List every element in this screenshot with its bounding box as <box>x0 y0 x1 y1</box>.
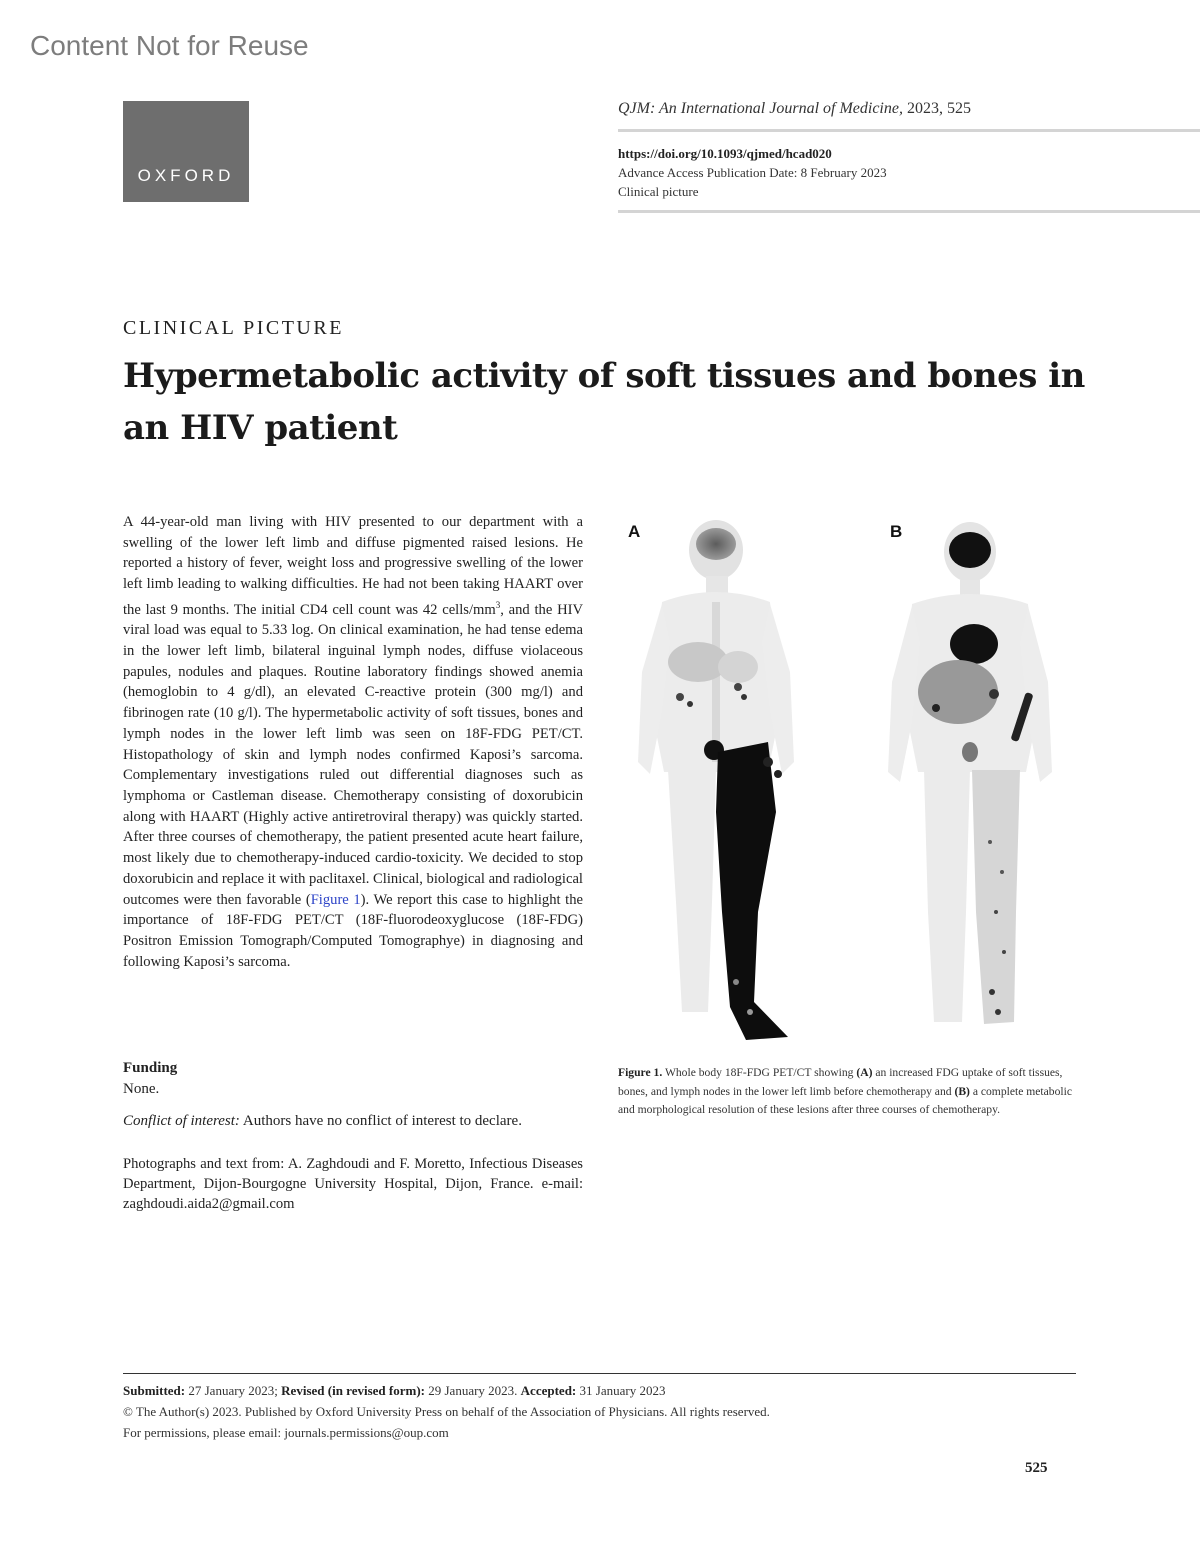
journal-name: QJM: An International Journal of Medicine, <box>618 100 903 117</box>
submitted-label: Submitted: <box>123 1383 186 1398</box>
body-text-part: A 44-year-old man living with HIV presented to our department with a swelling of the lower left limb and diffuse pigmented raised lesions. He reported a history of fever, weight loss and progressive swelling of the lower left limb leading to walking difficulties. He had not been taking HAART over the last 9 months. The initial CD4 cell count was 42 cells/mm <box>123 514 583 618</box>
watermark: Content Not for Reuse <box>30 30 309 61</box>
caption-label: Figure 1. <box>618 1066 663 1079</box>
footer-divider <box>123 1373 1076 1374</box>
figure-caption <box>618 1064 1078 1120</box>
accepted-date: 31 January 2023 <box>579 1383 666 1398</box>
footer <box>123 1380 770 1443</box>
header-divider-bottom <box>618 210 1200 213</box>
doi-link[interactable]: https://doi.org/10.1093/qjmed/hcad020 <box>618 146 832 161</box>
pet-scan-panel-b <box>870 512 1080 1052</box>
caption-text: Whole body 18F-FDG PET/CT showing <box>664 1066 857 1079</box>
body-text-part: ). We report this case to highlight the importance of 18F-FDG PET/CT (18F-fluorodeoxyglucose (18F-FDG) Positron Emission Tomograph/Computed Tomographye) in diagnosing and following Kaposi’s sarcoma. <box>123 891 583 970</box>
figure-1-link[interactable]: Figure 1 <box>310 891 361 908</box>
journal-citation <box>618 100 971 118</box>
author-credits: Photographs and text from: A. Zaghdoudi and F. Moretto, Infectious Diseases Department, Dijon-Bourgogne University Hospital, Dijon, France. e-mail: zaghdoudi.aida2@gmail.com <box>123 1156 583 1212</box>
page-number: 525 <box>1025 1460 1048 1476</box>
pet-scan-panel-a <box>618 512 848 1052</box>
logo-text: OXFORD <box>137 166 235 185</box>
caption-panel-b-ref: (B) <box>954 1084 970 1098</box>
conflict-text: Authors have no conflict of interest to declare. <box>242 1113 522 1129</box>
conflict-label: Conflict of interest: <box>123 1113 240 1129</box>
article-meta <box>618 144 887 201</box>
article-title: Hypermetabolic activity of soft tissues and bones in an HIV patient <box>123 356 1085 448</box>
article-body <box>123 512 583 972</box>
caption-text: a complete metabolic and morphological resolution of these lesions after three courses of chemotherapy. <box>618 1084 1072 1116</box>
oxford-logo <box>123 101 249 202</box>
section-label: CLINICAL PICTURE <box>123 317 344 339</box>
caption-panel-a-ref: (A) <box>856 1066 873 1079</box>
conflict-of-interest <box>123 1113 522 1130</box>
revised-label: Revised (in revised form): <box>281 1383 425 1398</box>
copyright: © The Author(s) 2023. Published by Oxford University Press on behalf of the Association of Physicians. All rights reserved. <box>123 1404 770 1419</box>
accepted-label: Accepted: <box>520 1383 577 1398</box>
revised-date: 29 January 2023. <box>428 1383 518 1398</box>
caption-text: an increased FDG uptake of soft tissues, bones, and lymph nodes in the lower left limb before chemotherapy and <box>618 1066 1063 1098</box>
submitted-date: 27 January 2023; <box>188 1383 278 1398</box>
body-superscript: 3 <box>495 599 501 610</box>
panel-label-b: B <box>890 522 903 541</box>
permissions: For permissions, please email: journals.permissions@oup.com <box>123 1425 449 1440</box>
article-type: Clinical picture <box>618 184 699 199</box>
panel-label-a: A <box>628 522 641 541</box>
advance-access-date: Advance Access Publication Date: 8 February 2023 <box>618 165 887 180</box>
header-divider-top <box>618 129 1200 132</box>
journal-year-page: 2023, 525 <box>906 100 971 117</box>
figure-1 <box>618 512 1078 1052</box>
funding-heading: Funding <box>123 1060 178 1076</box>
body-text-part: , and the HIV viral load was equal to 5.33 log. On clinical examination, he had tense edema in the lower left limb, bilateral inguinal lymph nodes, diffuse violaceous papules, nodules and plaques. Routine laboratory findings showed anemia (hemoglobin to 4 g/dl), an elevated C-reactive protein (300 mg/l) and fibrinogen rate (10 g/l). The hypermetabolic activity of soft tissues, bones and lymph nodes in the lower left limb was seen on 18F-FDG PET/CT. Histopathology of skin and lymph nodes confirmed Kaposi’s sarcoma. Complementary investigations ruled out differential diagnoses such as lymphoma or Castleman disease. Chemotherapy consisting of doxorubicin along with HAART (Highly active antiretroviral therapy) was quickly started. After three courses of chemotherapy, the patient presented acute heart failure, most likely due to chemotherapy-induced cardio-toxicity. We decided to stop doxorubicin and replace it with paclitaxel. Clinical, biological and radiological outcomes were then favorable ( <box>123 601 584 908</box>
funding-text: None. <box>123 1081 160 1097</box>
submission-dates <box>123 1380 770 1401</box>
